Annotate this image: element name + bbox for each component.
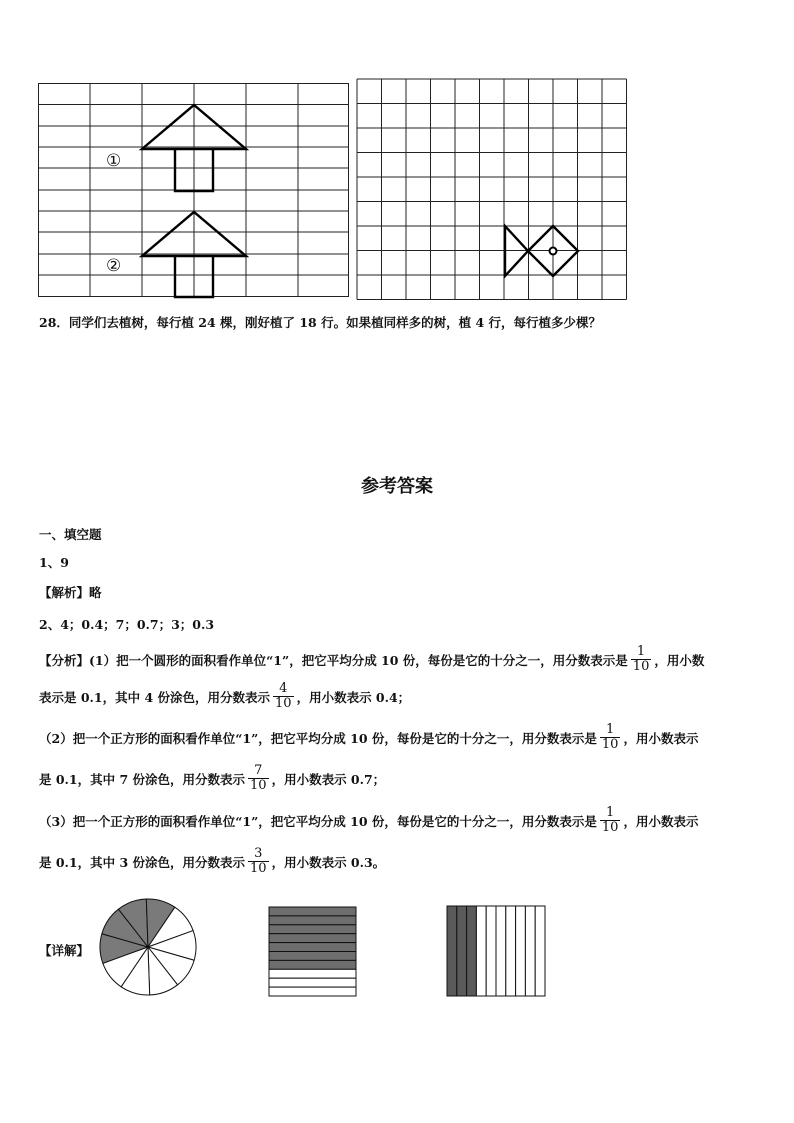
fraction-one-tenth: $\frac{1}{10}$: [632, 644, 650, 675]
vertical-strip: [525, 906, 535, 996]
vertical-strip: [506, 906, 516, 996]
square-horizontal-strips-figure: [268, 906, 358, 998]
vertical-strip: [516, 906, 526, 996]
horizontal-strip: [269, 952, 356, 961]
vertical-strip: [476, 906, 486, 996]
shape-label-2: ②: [106, 256, 122, 276]
vertical-strip: [467, 906, 477, 996]
horizontal-strip: [269, 943, 356, 952]
analysis-text: ，用小数表示 0.7；: [271, 771, 386, 787]
vertical-strip: [535, 906, 545, 996]
analysis-text: 【分析】(1）把一个圆形的面积看作单位“1”，把它平均分成 10 份，每份是它的十分之一，用分数表示是: [39, 652, 628, 668]
analysis-text: ，用小数表示: [623, 813, 699, 829]
fish-eye: [550, 248, 557, 255]
horizontal-strip: [269, 987, 356, 996]
answer-1: 1、9: [39, 555, 69, 570]
square-vertical-strips-figure: [444, 904, 548, 998]
analysis-text: ，用小数: [654, 652, 705, 668]
answer-2: 2、4；0.4；7；0.7；3；0.3: [39, 617, 215, 632]
horizontal-strip: [269, 925, 356, 934]
answer-1-analysis: 【解析】略: [39, 585, 102, 600]
circle-tenths-figure: [98, 896, 200, 998]
analysis-text: ，用小数表示 0.3。: [271, 854, 386, 870]
analysis-text: 是 0.1，其中 3 份涂色，用分数表示: [39, 854, 246, 870]
grid-left: [38, 83, 350, 299]
vertical-strip: [486, 906, 496, 996]
vertical-strip: [447, 906, 457, 996]
analysis-text: （2）把一个正方形的面积看作单位“1”，把它平均分成 10 份，每份是它的十分之一，用分数表示是: [39, 730, 597, 746]
analysis-text: （3）把一个正方形的面积看作单位“1”，把它平均分成 10 份，每份是它的十分之一，用分数表示是: [39, 813, 597, 829]
analysis-text: ，用小数表示 0.4；: [296, 689, 411, 705]
analysis-text: 是 0.1，其中 7 份涂色，用分数表示: [39, 771, 246, 787]
analysis-p1-line2: [39, 682, 410, 712]
analysis-p1-line1: [39, 645, 704, 675]
analysis-p2-line2: [39, 764, 385, 794]
analysis-p2-line1: [39, 723, 698, 753]
question-28: 28．同学们去植树，每行植 24 棵，刚好植了 18 行。如果植同样多的树，植 4 行，每行植多少棵？: [39, 315, 601, 330]
vertical-strip: [457, 906, 467, 996]
analysis-p3-line2: [39, 847, 385, 877]
fraction-seven-tenths: $\frac{7}{10}$: [250, 763, 267, 794]
fraction-four-tenths: $\frac{4}{10}$: [275, 681, 292, 712]
vertical-strip: [496, 906, 506, 996]
horizontal-strip: [269, 916, 356, 925]
grid-right: [356, 78, 628, 302]
horizontal-strip: [269, 960, 356, 969]
analysis-p3-line1: [39, 806, 698, 836]
analysis-text: 表示是 0.1，其中 4 份涂色，用分数表示: [39, 689, 271, 705]
horizontal-strip: [269, 978, 356, 987]
fraction-one-tenth: $\frac{1}{10}$: [601, 722, 619, 753]
horizontal-strip: [269, 934, 356, 943]
horizontal-strip: [269, 907, 356, 916]
horizontal-strip: [269, 969, 356, 978]
fraction-three-tenths: $\frac{3}{10}$: [250, 846, 267, 877]
analysis-text: ，用小数表示: [623, 730, 699, 746]
answers-title: 参考答案: [361, 476, 433, 497]
grid-fish-figure: [356, 78, 628, 302]
shape-label-1: ①: [106, 151, 122, 171]
section-1-heading: 一、填空题: [39, 527, 102, 542]
detail-label: 【详解】: [39, 943, 90, 958]
grid-shapes-figure: [38, 83, 350, 299]
fraction-one-tenth: $\frac{1}{10}$: [601, 805, 619, 836]
